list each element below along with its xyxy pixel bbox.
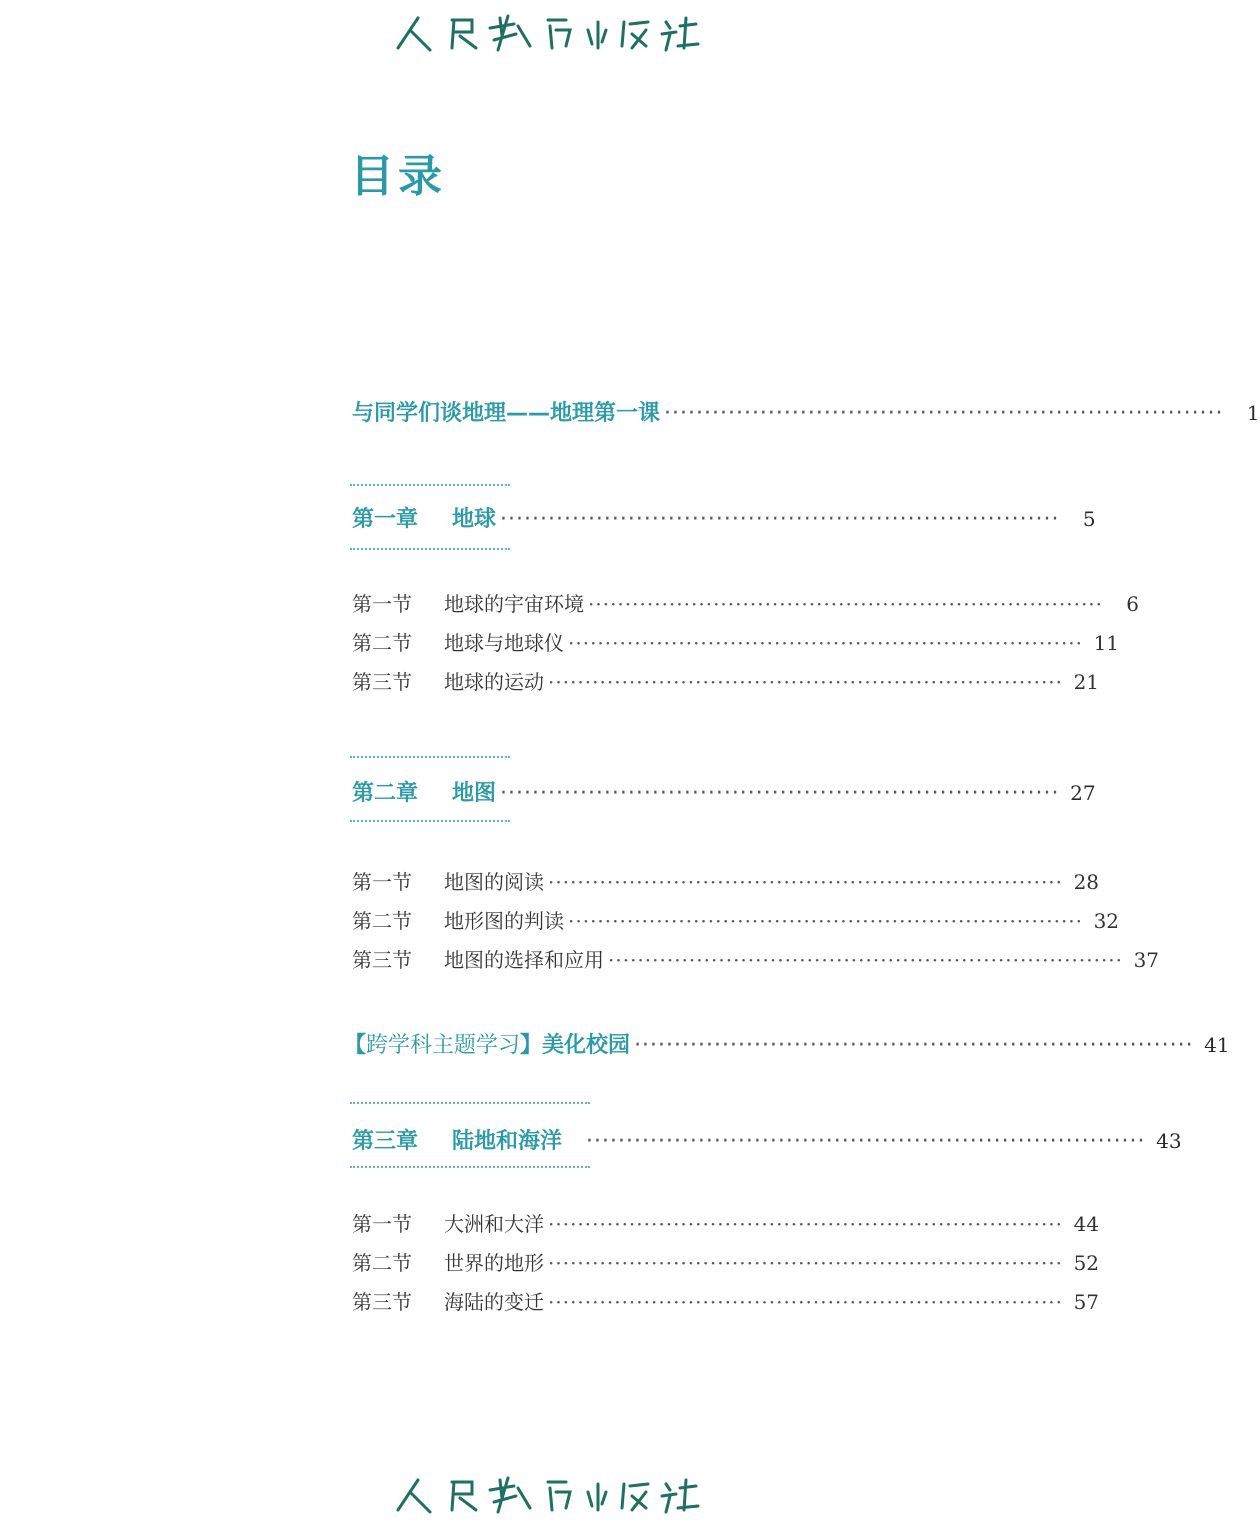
bracket-close: 】	[520, 1033, 543, 1058]
section-number: 第三节	[352, 948, 412, 972]
toc-intro-page: 1	[1246, 401, 1260, 425]
toc-leader: ······································································	[664, 401, 1224, 426]
chapter-number: 第三章	[352, 1129, 419, 1154]
toc-leader: ······································································	[548, 1212, 1064, 1236]
section-number: 第一节	[352, 592, 412, 616]
toc-leader: ······································································	[500, 507, 1060, 532]
toc-leader: ······································································	[548, 870, 1064, 894]
section-number: 第二节	[352, 631, 412, 655]
section-number: 第三节	[352, 670, 412, 694]
toc-chapter-3[interactable]	[352, 1124, 1182, 1156]
publisher-watermark-bottom	[380, 1468, 710, 1520]
cross-subject-name: 美化校园	[542, 1033, 631, 1058]
toc-leader: ······································································	[568, 631, 1084, 655]
toc-intro[interactable]	[352, 396, 1260, 428]
chapter-name: 陆地和海洋	[452, 1129, 563, 1154]
toc-leader: ······································································	[634, 1033, 1194, 1058]
chapter-page: 27	[1070, 781, 1096, 805]
chapter-name: 地图	[452, 781, 497, 806]
cross-subject-page: 41	[1204, 1033, 1230, 1057]
toc-section[interactable]	[352, 866, 1100, 898]
section-number: 第一节	[352, 1212, 412, 1236]
section-name: 地球与地球仪	[444, 631, 564, 655]
toc-chapter-1[interactable]	[352, 502, 1096, 534]
toc-leader: ······································································	[608, 948, 1124, 972]
chapter-divider	[350, 1166, 590, 1168]
chapter-divider	[350, 484, 510, 486]
section-name: 地球的宇宙环境	[444, 592, 584, 616]
cross-subject-tag: 跨学科主题学习	[366, 1033, 521, 1058]
chapter-divider	[350, 1102, 590, 1104]
toc-intro-label: 与同学们谈地理——地理第一课	[352, 401, 661, 426]
toc-leader: ······································································	[548, 1251, 1064, 1275]
toc-leader: ······································································	[586, 1129, 1146, 1154]
toc-cross-subject[interactable]	[344, 1028, 1230, 1060]
chapter-page: 5	[1082, 507, 1096, 531]
toc-leader: ······································································	[500, 781, 1060, 806]
section-name: 地球的运动	[444, 670, 544, 694]
section-page: 44	[1073, 1212, 1100, 1236]
toc-section[interactable]	[352, 905, 1120, 937]
publisher-calligraphy	[380, 1468, 710, 1520]
section-page: 28	[1073, 870, 1100, 894]
toc-leader: ······································································	[568, 909, 1084, 933]
section-name: 海陆的变迁	[444, 1290, 544, 1314]
chapter-divider	[350, 820, 510, 822]
section-page: 37	[1133, 948, 1160, 972]
bracket-open: 【	[344, 1033, 367, 1058]
section-number: 第三节	[352, 1290, 412, 1314]
chapter-divider	[350, 548, 510, 550]
chapter-name: 地球	[452, 507, 497, 532]
toc-section[interactable]	[352, 588, 1140, 620]
section-name: 地图的选择和应用	[444, 948, 604, 972]
toc-leader: ······································································	[588, 592, 1104, 616]
chapter-number: 第二章	[352, 781, 419, 806]
publisher-watermark-top	[380, 6, 710, 58]
section-page: 32	[1093, 909, 1120, 933]
section-page: 6	[1126, 592, 1140, 616]
page-title: 目录	[350, 151, 446, 202]
toc-section[interactable]	[352, 627, 1120, 659]
section-number: 第二节	[352, 1251, 412, 1275]
toc-section[interactable]	[352, 944, 1160, 976]
toc-leader: ······································································	[548, 1290, 1064, 1314]
section-name: 世界的地形	[444, 1251, 544, 1275]
section-number: 第一节	[352, 870, 412, 894]
chapter-page: 43	[1156, 1129, 1182, 1153]
section-name: 地形图的判读	[444, 909, 564, 933]
section-name: 地图的阅读	[444, 870, 544, 894]
section-page: 57	[1073, 1290, 1100, 1314]
section-page: 21	[1073, 670, 1100, 694]
toc-section[interactable]	[352, 1208, 1100, 1240]
toc-section[interactable]	[352, 1247, 1100, 1279]
chapter-divider	[350, 756, 510, 758]
section-page: 52	[1073, 1251, 1100, 1275]
toc-chapter-2[interactable]	[352, 776, 1096, 808]
section-page: 11	[1093, 631, 1120, 655]
chapter-number: 第一章	[352, 507, 419, 532]
toc-leader: ······································································	[548, 670, 1064, 694]
publisher-calligraphy	[380, 6, 710, 58]
section-number: 第二节	[352, 909, 412, 933]
toc-section[interactable]	[352, 1286, 1100, 1318]
toc-section[interactable]	[352, 666, 1100, 698]
section-name: 大洲和大洋	[444, 1212, 544, 1236]
